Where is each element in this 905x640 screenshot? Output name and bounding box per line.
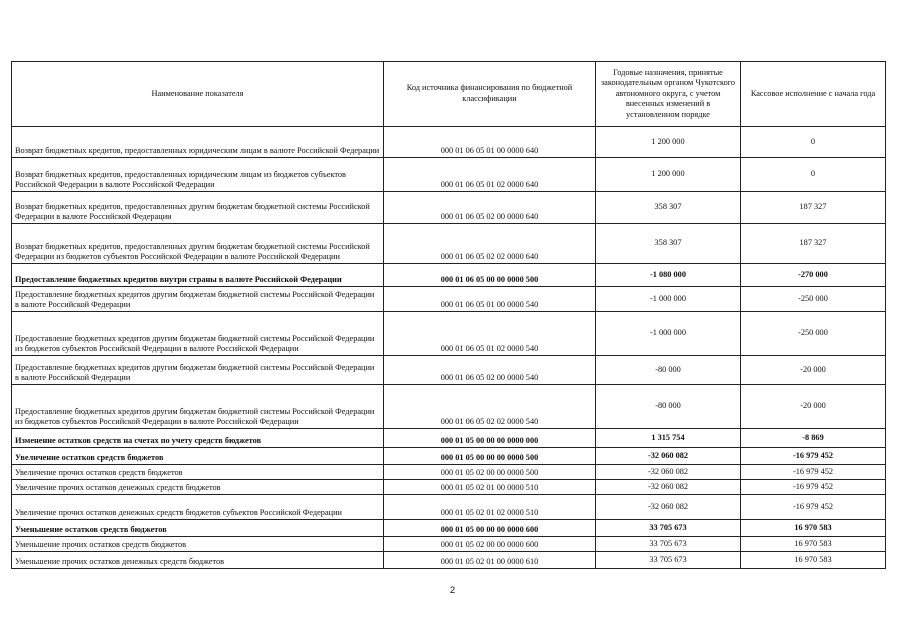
row-plan: -80 000 [596,356,741,385]
row-name: Увеличение остатков средств бюджетов [12,448,384,465]
row-plan: 33 705 673 [596,520,741,537]
table-row [12,465,886,480]
row-plan: 1 315 754 [596,429,741,448]
row-execution: 0 [741,158,886,192]
table-row [12,480,886,495]
table-row [12,552,886,569]
table-row [12,356,886,385]
row-name: Предоставление бюджетных кредитов другим бюджетам бюджетной системы Российской Федерации в валюте Российской Федерации [12,287,384,312]
table-header-row [12,62,886,127]
row-plan: -80 000 [596,385,741,429]
row-code: 000 01 06 05 00 00 0000 500 [384,264,596,287]
row-code: 000 01 05 02 01 02 0000 510 [384,495,596,520]
row-name: Возврат бюджетных кредитов, предоставленных другим бюджетам бюджетной системы Российской Федерации из бюджетов субъектов Российской Федерации в валюте Российской Федерации [12,224,384,264]
row-execution: -270 000 [741,264,886,287]
row-name: Увеличение прочих остатков средств бюджетов [12,465,384,480]
row-name: Уменьшение прочих остатков денежных средств бюджетов [12,552,384,569]
row-code: 000 01 06 05 01 02 0000 640 [384,158,596,192]
row-name: Увеличение прочих остатков денежных средств бюджетов [12,480,384,495]
row-name: Возврат бюджетных кредитов, предоставленных юридическим лицам из бюджетов субъектов Российской Федерации в валюте Российской Федерации [12,158,384,192]
row-execution: -8 869 [741,429,886,448]
header-code: Код источника финансирования по бюджетной классификации [384,62,596,127]
row-code: 000 01 05 02 01 00 0000 510 [384,480,596,495]
row-plan: 1 200 000 [596,127,741,158]
row-name: Предоставление бюджетных кредитов другим бюджетам бюджетной системы Российской Федерации из бюджетов субъектов Российской Федерации в валюте Российской Федерации [12,312,384,356]
row-execution: 16 970 583 [741,537,886,552]
table-row [12,495,886,520]
row-code: 000 01 05 02 01 00 0000 610 [384,552,596,569]
row-code: 000 01 05 00 00 00 0000 000 [384,429,596,448]
row-plan: -1 080 000 [596,264,741,287]
row-code: 000 01 05 00 00 00 0000 600 [384,520,596,537]
table-row [12,224,886,264]
row-execution: -250 000 [741,312,886,356]
row-execution: 16 970 583 [741,520,886,537]
row-name: Предоставление бюджетных кредитов другим бюджетам бюджетной системы Российской Федерации в валюте Российской Федерации [12,356,384,385]
row-code: 000 01 06 05 02 02 0000 540 [384,385,596,429]
table-body [12,127,886,569]
row-plan: -32 060 082 [596,448,741,465]
row-name: Предоставление бюджетных кредитов другим бюджетам бюджетной системы Российской Федерации из бюджетов субъектов Российской Федерации в валюте Российской Федерации [12,385,384,429]
table-row [12,537,886,552]
row-code: 000 01 05 00 00 00 0000 500 [384,448,596,465]
table-row [12,264,886,287]
row-name: Увеличение прочих остатков денежных средств бюджетов субъектов Российской Федерации [12,495,384,520]
header-execution: Кассовое исполнение с начала года [741,62,886,127]
row-plan: -1 000 000 [596,287,741,312]
page-number: 2 [449,585,456,596]
row-name: Возврат бюджетных кредитов, предоставленных юридическим лицам в валюте Российской Федерации [12,127,384,158]
row-code: 000 01 05 02 00 00 0000 500 [384,465,596,480]
row-execution: -20 000 [741,356,886,385]
row-execution: -250 000 [741,287,886,312]
row-code: 000 01 06 05 01 00 0000 640 [384,127,596,158]
row-code: 000 01 06 05 01 00 0000 540 [384,287,596,312]
table-row [12,127,886,158]
row-execution: -16 979 452 [741,495,886,520]
row-plan: -32 060 082 [596,480,741,495]
table-row [12,287,886,312]
table-row [12,429,886,448]
row-execution: -16 979 452 [741,480,886,495]
row-name: Возврат бюджетных кредитов, предоставленных другим бюджетам бюджетной системы Российской Федерации в валюте Российской Федерации [12,192,384,224]
header-plan: Годовые назначения, принятые законодательным органом Чукотского автономного округа, с учетом внесенных изменений в установленном порядке [596,62,741,127]
table-row [12,158,886,192]
row-code: 000 01 06 05 02 00 0000 640 [384,192,596,224]
table-row [12,192,886,224]
row-plan: 33 705 673 [596,552,741,569]
row-execution: 187 327 [741,224,886,264]
row-plan: -32 060 082 [596,465,741,480]
row-execution: 187 327 [741,192,886,224]
row-code: 000 01 05 02 00 00 0000 600 [384,537,596,552]
row-plan: 358 307 [596,192,741,224]
row-plan: 33 705 673 [596,537,741,552]
table-row [12,312,886,356]
row-plan: 358 307 [596,224,741,264]
row-name: Уменьшение остатков средств бюджетов [12,520,384,537]
row-code: 000 01 06 05 02 00 0000 540 [384,356,596,385]
row-plan: 1 200 000 [596,158,741,192]
row-plan: -32 060 082 [596,495,741,520]
row-name: Изменение остатков средств на счетах по учету средств бюджетов [12,429,384,448]
row-code: 000 01 06 05 02 02 0000 640 [384,224,596,264]
header-name: Наименование показателя [12,62,384,127]
row-execution: -16 979 452 [741,448,886,465]
row-execution: -16 979 452 [741,465,886,480]
row-name: Уменьшение прочих остатков средств бюджетов [12,537,384,552]
table-row [12,520,886,537]
row-code: 000 01 06 05 01 02 0000 540 [384,312,596,356]
table-row [12,448,886,465]
budget-sources-table [11,61,886,569]
row-name: Предоставление бюджетных кредитов внутри страны в валюте Российской Федерации [12,264,384,287]
row-plan: -1 000 000 [596,312,741,356]
row-execution: 0 [741,127,886,158]
row-execution: 16 970 583 [741,552,886,569]
table-row [12,385,886,429]
row-execution: -20 000 [741,385,886,429]
